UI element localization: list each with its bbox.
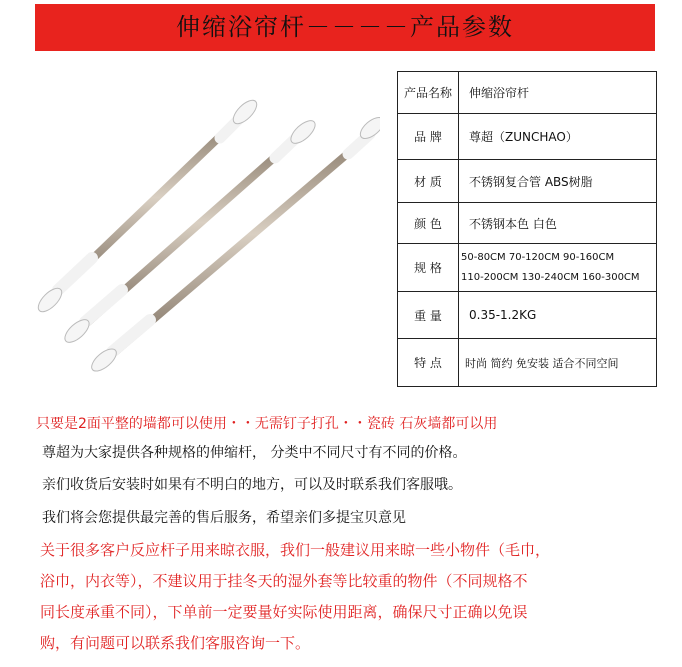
note-line: 只要是2面平整的墙都可以使用・・无需钉子打孔・・瓷砖 石灰墙都可以用 [36,416,498,432]
spec-key: 产品名称 [398,72,459,114]
note-line: 关于很多客户反应杆子用来晾衣服，我们一般建议用来晾一些小物件（毛巾， [40,541,551,559]
table-row [398,339,657,387]
rod-3 [88,114,380,375]
spec-key: 颜 色 [398,203,459,244]
rod-1 [34,96,260,315]
spec-table [397,71,657,387]
note-line: 亲们收货后安装时如果有不明白的地方，可以及时联系我们客服哦。 [42,477,462,493]
spec-value [459,244,657,292]
spec-value: 时尚 简约 免安装 适合不同空间 [459,339,657,387]
page-title: 伸缩浴帘杆－－－－产品参数 [176,13,514,41]
spec-value: 尊超（ZUNCHAO） [459,114,657,160]
note-line: 购，有问题可以联系我们客服咨询一下。 [40,634,311,652]
spec-value: 不锈钢本色 白色 [459,203,657,244]
table-row [398,72,657,114]
note-line: 我们将会您提供最完善的售后服务，希望亲们多提宝贝意见 [42,510,406,526]
shower-rod-product-image [30,90,380,380]
table-row [398,114,657,160]
table-row [398,244,657,292]
table-row [398,160,657,203]
spec-value: 0.35-1.2KG [459,292,657,339]
table-row [398,292,657,339]
spec-key: 特 点 [398,339,459,387]
spec-value: 伸缩浴帘杆 [459,72,657,114]
spec-key: 规 格 [398,244,459,292]
spec-value-line: 50-80CM 70-120CM 90-160CM [461,251,615,263]
note-line: 同长度承重不同），下单前一定要量好实际使用距离，确保尺寸正确以免误 [40,603,528,621]
table-row [398,203,657,244]
spec-value-line: 110-200CM 130-240CM 160-300CM [461,271,640,283]
note-line: 浴巾，内衣等），不建议用于挂冬天的湿外套等比较重的物件（不同规格不 [40,572,528,590]
spec-value: 不锈钢复合管 ABS树脂 [459,160,657,203]
note-line: 尊超为大家提供各种规格的伸缩杆， 分类中不同尺寸有不同的价格。 [42,445,467,461]
rod-2 [61,117,319,346]
spec-key: 品 牌 [398,114,459,160]
spec-key: 材 质 [398,160,459,203]
spec-key: 重 量 [398,292,459,339]
page-title-banner [35,4,655,51]
